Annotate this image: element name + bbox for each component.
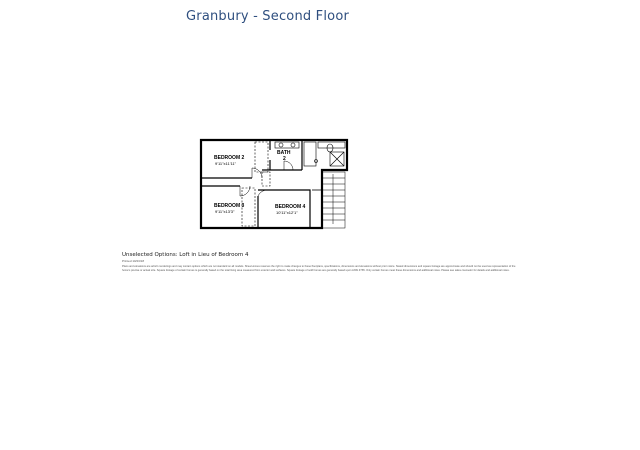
closet-hall — [262, 172, 270, 186]
room-dims-bedroom-3: 9'11"x13'3" — [215, 209, 235, 214]
door-bath — [284, 161, 293, 170]
linen-shelf — [318, 142, 345, 148]
closet-bed2 — [255, 142, 268, 172]
sink-right — [291, 143, 295, 147]
tub — [304, 142, 316, 166]
printed-date: Printed 10/23/18 — [122, 259, 145, 263]
page-title: Granbury - Second Floor — [186, 9, 350, 24]
unselected-options: Unselected Options: Loft in Lieu of Bedroom 4 — [122, 252, 249, 258]
room-label-bath: BATH — [277, 150, 291, 156]
room-label-bedroom-4: BEDROOM 4 — [275, 204, 306, 210]
sink-left — [279, 143, 283, 147]
room-label-bedroom-3: BEDROOM 3 — [214, 203, 245, 209]
door-bed2 — [252, 168, 262, 178]
room-label-bedroom-2: BEDROOM 2 — [214, 155, 245, 161]
room-label-bath-number: 2 — [283, 156, 286, 162]
door-bed4 — [258, 190, 268, 196]
room-dims-bedroom-2: 9'11"x11'11" — [215, 161, 237, 166]
disclaimer-text: Plans and elevations are artist's renderings and may contain options which are not standard on all models. Shea Homes reserves the right to make changes to these floorplans, specifications, dimensions and elevations without prior notice. Stated dimensions and square footage are approximate and should not be used as representation of the home's precise or actual size. Square footage of certain homes is generally based on the total living area measured from exterior wall surfaces. Square footage of sold homes are generally based upon ANSI Z765. Only certain homes meet these dimensions and additional notes. Please see sales counselor for details and additional notes. — [122, 265, 516, 272]
room-dims-bedroom-4: 10'11"x12'1" — [276, 210, 298, 215]
stairs — [322, 172, 345, 228]
vanity — [275, 142, 299, 148]
door-bed3 — [240, 186, 250, 196]
